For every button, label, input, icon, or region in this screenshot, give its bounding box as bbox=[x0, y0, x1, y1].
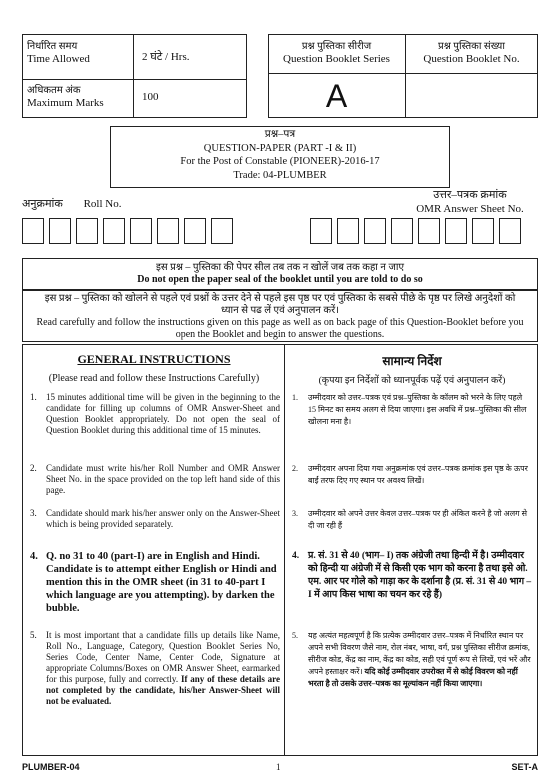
title-block bbox=[110, 128, 450, 182]
max-marks-value: 100 bbox=[142, 91, 159, 103]
divider bbox=[284, 344, 285, 756]
general-instructions-heading: GENERAL INSTRUCTIONS bbox=[77, 352, 231, 366]
max-marks-label bbox=[27, 85, 131, 109]
series-en: Question Booklet Series bbox=[283, 53, 390, 65]
en-item-5-text-b: If any of these details are not completed by the candidate, his/her Answer-Sheet will not be evaluated. bbox=[46, 674, 280, 706]
max-marks-hi: अधिकतम अंक bbox=[27, 85, 81, 96]
hi-item-text: प्र. सं. 31 से 40 (भाग– I) तक अंग्रेजी तथा हिन्दी में है। उम्मीदवार को हिन्दी या अंग्रेजी में से किसी एक भाग को करना है तथा इसे ओ. एम. आर पर गोले को गाड़ा कर के दर्शाना है (प्र. सं. 31 से 40 भाग – I में आप किस भाषा का चयन कर रहे हैं) bbox=[308, 551, 532, 600]
series-label bbox=[268, 41, 405, 65]
hi-item-num: 2. bbox=[292, 464, 298, 473]
omr-digit-box[interactable] bbox=[310, 218, 332, 244]
omr-digit-box[interactable] bbox=[418, 218, 440, 244]
read-en: Read carefully and follow the instructions given on this page as well as on back page of this Question-Booklet before you open the Booklet and begin to answer the questions. bbox=[36, 317, 524, 340]
roll-label-en: Roll No. bbox=[83, 198, 122, 210]
title-line3: Trade: 04-PLUMBER bbox=[233, 169, 327, 181]
roll-digit-box[interactable] bbox=[76, 218, 98, 244]
time-allowed-label bbox=[27, 41, 131, 65]
roll-digit-box[interactable] bbox=[184, 218, 206, 244]
footer-left: PLUMBER-04 bbox=[22, 762, 80, 772]
en-item-text: Candidate must write his/her Roll Number and OMR Answer Sheet No. in the space provided on the top left hand side of this page. bbox=[46, 463, 280, 495]
hi-item-3 bbox=[292, 508, 532, 532]
divider bbox=[133, 34, 134, 118]
footer-page-number: 1 bbox=[276, 762, 281, 772]
en-item-num: 5. bbox=[30, 630, 37, 640]
omr-digit-box[interactable] bbox=[472, 218, 494, 244]
time-allowed-hi: निर्धारित समय bbox=[27, 41, 78, 52]
omr-label-en: OMR Answer Sheet No. bbox=[416, 203, 524, 215]
roll-label bbox=[22, 196, 122, 211]
hi-item-num: 3. bbox=[292, 509, 298, 518]
title-hi: प्रश्न–पत्र bbox=[264, 129, 296, 140]
max-marks-en: Maximum Marks bbox=[27, 97, 104, 109]
hindi-instructions-heading: सामान्य निर्देश bbox=[382, 354, 442, 368]
hi-item-4 bbox=[292, 550, 532, 602]
en-item-1 bbox=[30, 392, 280, 436]
hi-item-5-text-b: यदि कोई उम्मीदवार उपरोक्त में से कोई विवरण को नहीं भरता है तो उसके उत्तर–पत्रक का मूल्यांकन नहीं किया जाएगा। bbox=[308, 667, 518, 688]
seal-hi: इस प्रश्न – पुस्तिका की पेपर सील तब तक न खोलें जब तक कहा न जाए bbox=[156, 262, 404, 273]
roll-label-hi: अनुक्रमांक bbox=[22, 198, 63, 210]
hi-item-2 bbox=[292, 463, 532, 487]
en-item-num: 1. bbox=[30, 392, 37, 402]
series-value: A bbox=[325, 78, 348, 114]
booklet-no-en: Question Booklet No. bbox=[423, 53, 520, 65]
hi-item-1 bbox=[292, 392, 532, 428]
hi-item-text: उम्मीदवार को अपने उत्तर केवल उत्तर–पत्रक पर ही अंकित करने है जो अलग से दी जा रही हैं bbox=[308, 509, 528, 530]
title-line2: For the Post of Constable (PIONEER)-2016-17 bbox=[180, 156, 380, 167]
hi-item-5-text-a: यह अत्यंत महत्वपूर्ण है कि प्रत्येक उम्मीदवार उत्तर–पत्रक में निर्धारित स्थान पर अपने सभी विवरण जैसे नाम, रोल नंबर, भाषा, वर्ग, प्रश्न पुस्तिका सीरीज क्रमांक, सीरीज कोड, केंद्र का नाम, केंद्र का कोड, सही एवं पूर्ण रूप से लिखें, एवं भरें और अपने हस्ताक्षर करें। bbox=[308, 631, 531, 676]
seal-notice bbox=[22, 262, 538, 286]
en-item-5 bbox=[30, 630, 280, 707]
booklet-no-label bbox=[405, 41, 538, 65]
time-value: 2 घंटे / Hrs. bbox=[142, 51, 190, 63]
hi-item-5 bbox=[292, 630, 532, 690]
booklet-no-hi: प्रश्न पुस्तिका संख्या bbox=[438, 41, 505, 52]
en-item-text: 15 minutes additional time will be given in the beginning to the candidate for filling up columns of OMR Answer-Sheet and Question Booklet appropriately. Do not open the seal of Question Booklet during this additional time of 15 minutes. bbox=[46, 392, 280, 435]
divider bbox=[268, 73, 538, 74]
roll-digit-box[interactable] bbox=[103, 218, 125, 244]
series-hi: प्रश्न पुस्तिका सीरीज bbox=[301, 41, 372, 52]
roll-digit-box[interactable] bbox=[22, 218, 44, 244]
read-hi: इस प्रश्न – पुस्तिका को खोलने से पहले एवं प्रश्नों के उत्तर देने से पहले इस पृष्ठ पर एवं पुस्तिका के सबसे पीछे के पृष्ठ पर लिखे अनुदेशों को ध्यान से पढ लें एवं अनुपालन करें। bbox=[44, 293, 516, 316]
omr-digit-box[interactable] bbox=[337, 218, 359, 244]
roll-digit-box[interactable] bbox=[130, 218, 152, 244]
en-item-text: Q. no 31 to 40 (part-I) are in English and Hindi. Candidate is to attempt either English or Hindi and mention this in the OMR sheet (in 31 to 40-part I which language are you attempting). by darken the bubble. bbox=[46, 551, 277, 614]
omr-digit-box[interactable] bbox=[445, 218, 467, 244]
hi-item-text: उम्मीदवार को उत्तर–पत्रक एवं प्रश्न–पुस्तिका के कॉलम को भरने के लिए पहले 15 मिनट का समय अलग से दिया जाएगा। इस अवधि में प्रश्न–पुस्तिका की सील खोलना मना है। bbox=[308, 393, 527, 426]
general-instructions-sub: (Please read and follow these Instructions Carefully) bbox=[48, 373, 260, 384]
seal-en: Do not open the paper seal of the booklet until you are told to do so bbox=[137, 274, 423, 285]
hi-item-text bbox=[308, 630, 532, 690]
footer-right: SET-A bbox=[511, 762, 538, 772]
read-notice bbox=[28, 293, 532, 340]
en-item-text bbox=[46, 630, 280, 707]
omr-label bbox=[400, 188, 540, 216]
hi-item-num: 4. bbox=[292, 551, 300, 561]
hi-item-num: 5. bbox=[292, 631, 298, 640]
en-item-4 bbox=[30, 550, 280, 615]
omr-label-hi: उत्तर–पत्रक क्रमांक bbox=[433, 189, 507, 201]
en-item-num: 3. bbox=[30, 508, 37, 518]
title-line1: QUESTION-PAPER (PART -I & II) bbox=[203, 142, 357, 154]
hindi-instructions-sub: (कृपया इन निर्देशों को ध्यानपूर्वक पढ़ें एवं अनुपालन करें) bbox=[318, 376, 506, 386]
hi-item-text: उम्मीदवार अपना दिया गया अनुक्रमांक एवं उत्तर–पत्रक क्रमांक इस पृष्ठ के ऊपर बाईं तरफ दिए गए स्थान पर अवश्य लिखें। bbox=[308, 464, 528, 485]
en-item-5-text-a: It is most important that a candidate fills up details like Name, Roll No., Language, Category, Question Booklet Series No, Series Code, Center Name, Center Code, Signature at appropriate Columns/Boxes on OMR Answer Sheet, earmarked for this purpose, fully and correctly. bbox=[46, 630, 280, 684]
roll-digit-box[interactable] bbox=[157, 218, 179, 244]
omr-digit-box[interactable] bbox=[391, 218, 413, 244]
omr-digit-box[interactable] bbox=[364, 218, 386, 244]
en-item-num: 2. bbox=[30, 463, 37, 473]
en-item-num: 4. bbox=[30, 551, 38, 562]
omr-digit-box[interactable] bbox=[499, 218, 521, 244]
en-item-3 bbox=[30, 508, 280, 530]
roll-digit-box[interactable] bbox=[211, 218, 233, 244]
roll-digit-box[interactable] bbox=[49, 218, 71, 244]
time-allowed-en: Time Allowed bbox=[27, 53, 90, 65]
divider bbox=[22, 79, 247, 80]
en-item-2 bbox=[30, 463, 280, 496]
hi-item-num: 1. bbox=[292, 393, 298, 402]
en-item-text: Candidate should mark his/her answer only on the Answer-Sheet which is being provided separately. bbox=[46, 508, 280, 529]
